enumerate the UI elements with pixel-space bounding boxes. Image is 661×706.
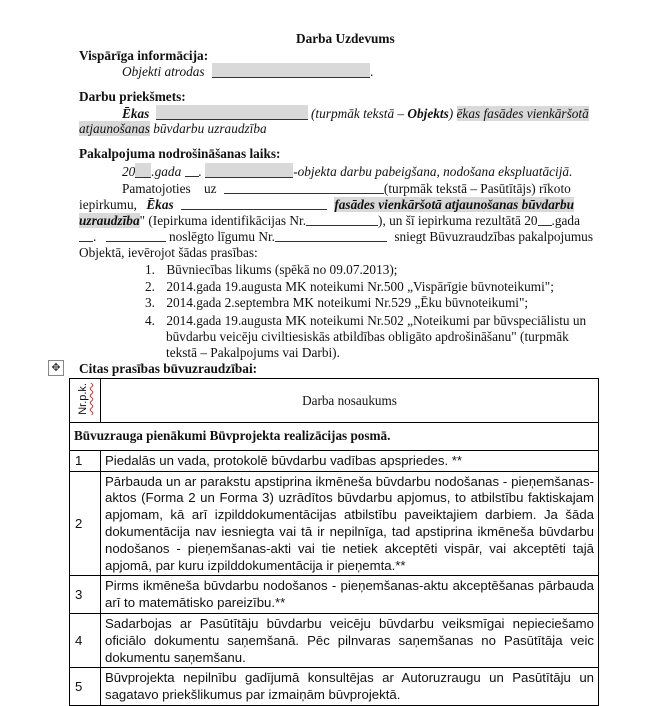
basis-contract: noslēgto līgumu Nr. — [168, 229, 275, 244]
basis-word-1: Pamatojoties — [122, 181, 191, 196]
subject-heading: Darbu priekšmets: — [79, 89, 186, 104]
subject-desc-1: ēkas fasādes vienkāršotā — [456, 106, 589, 121]
subject-objekts: Objekts — [407, 106, 449, 121]
subject-paren-pre: (turpmāk tekstā – — [311, 106, 408, 121]
objects-location-field[interactable] — [212, 63, 370, 78]
basis-service: sniegt Būvuzraudzības pakalpojumus — [394, 229, 594, 244]
subject-desc-2: atjaunošanas — [79, 121, 150, 136]
subject-ekas: Ēkas — [122, 106, 150, 121]
basis-line-1 — [122, 181, 571, 197]
row-text: Sadarbojas ar Pasūtītāju būvdarbu veicēju būvdarbu veiksmīgai nepieciešamo oficiālo dokumentu saņemšanā. Pēc pilnvaras saņemšanas no Pasūtītāja veic dokumentu saņemšanu. — [101, 613, 599, 667]
deadline-year-field[interactable] — [135, 163, 151, 178]
table-row — [70, 668, 599, 706]
client-name-field[interactable] — [224, 181, 384, 194]
deadline-month-field[interactable] — [205, 163, 293, 178]
basis-iepirkumu: iepirkumu, — [79, 197, 137, 212]
requirement-item — [145, 279, 554, 295]
requirement-item — [145, 313, 586, 329]
table-col-num — [70, 379, 101, 423]
table-header-row — [70, 379, 599, 423]
row-num: 1 — [70, 450, 101, 471]
table-row — [70, 471, 599, 576]
subject-desc-tail: būvdarbu uzraudzība — [149, 121, 267, 136]
requirement-text: 2014.gada 2.septembra MK noteikumi Nr.529 „Ēku būvnoteikumi"; — [166, 295, 529, 310]
general-heading: Vispārīga informācija: — [79, 48, 209, 63]
row-num: 3 — [70, 576, 101, 614]
basis-building-field[interactable] — [181, 197, 327, 210]
deadline-desc: -objekta darbu pabeigšana, nodošana ekspluatācijā. — [293, 164, 573, 179]
basis-line-5: Objektā, ievērojot šādas prasības: — [79, 245, 258, 260]
row-num: 4 — [70, 613, 101, 667]
requirement-text: Būvniecības likums (spēkā no 09.07.2013); — [166, 262, 398, 277]
objects-location-line: Objekti atrodas . — [122, 64, 374, 79]
table-row — [70, 613, 599, 667]
basis-word-2: uz — [204, 181, 217, 196]
row-text: Būvprojekta nepilnību gadījumā konsultējas ar Autoruzraugu un Pasūtītāju un sagatavo priekšlikumus par izmaiņām būvprojektā. — [101, 668, 599, 706]
deadline-year-prefix: 20 — [122, 164, 136, 179]
other-heading: Citas prasības būvuzraudzībai: — [79, 361, 258, 376]
requirement-num: 1. — [145, 262, 155, 277]
basis-dot: . — [93, 229, 97, 244]
procurement-id-field[interactable] — [306, 213, 378, 226]
objects-location-label: Objekti atrodas — [122, 64, 205, 79]
basis-line-2 — [79, 197, 574, 213]
requirement-text: 2014.gada 19.augusta MK noteikumi Nr.502 „Noteikumi par būvspeciālistu un — [166, 313, 587, 328]
contract-number-field[interactable] — [275, 229, 387, 242]
basis-month-field[interactable] — [106, 229, 166, 242]
requirement-item — [145, 295, 528, 311]
requirements-table — [69, 378, 599, 706]
requirement-item — [145, 262, 398, 278]
requirement-item-cont: būvdarbu veicēju civiltiesiskās atbildības obligāto apdrošināšanu" (turpmāk — [166, 329, 569, 344]
basis-gada: .gada — [551, 213, 580, 228]
row-text: Pirms ikmēneša būvdarbu nodošanos - pieņemšanas-aktu akceptēšanas pārbauda arī to matemātisko pareizību.** — [101, 576, 599, 614]
table-row — [70, 450, 599, 471]
table-row — [70, 576, 599, 614]
deadline-dot: . — [198, 164, 202, 179]
basis-word-3: (turpmāk tekstā – Pasūtītājs) rīkoto — [383, 181, 571, 196]
requirement-num: 3. — [145, 295, 155, 310]
subject-line-1 — [122, 105, 589, 122]
col-num-label: Nr.p.k. — [77, 382, 89, 415]
basis-desc: fasādes vienkāršotā atjaunošanas būvdarbu — [334, 197, 575, 212]
requirement-num: 4. — [145, 313, 155, 328]
row-text: Pārbauda un ar parakstu apstiprina ikmēneša būvdarbu nodošanas - pieņemšanas-aktos (Forma 2 un Forma 3) uzrādītos būvdarbu apjomus, to atbilstību faktiskajam apjomam, kā arī izpilddokumentācijas atbilstību paveiktajiem darbiem. Ja šāda dokumentācija nav iesniegta vai tā ir nepilnīga, tad apstiprina ikmēneša būvdarbu nodošanos - pieņemšanas-akti vai tie netiek akceptēti vispār, vai akceptēti tajā apjomā, par kuru izpilddokumentācija ir pieņemta.** — [101, 471, 599, 576]
table-section-row — [70, 423, 599, 451]
table-move-handle-icon[interactable]: ✥ — [48, 360, 64, 376]
deadline-day-field[interactable] — [185, 164, 199, 177]
table-section-title: Būvuzrauga pienākumi Būvprojekta realizācijas posmā. — [70, 423, 599, 451]
basis-ekas: Ēkas — [146, 197, 174, 212]
basis-result: ), un šī iepirkuma rezultātā 20 — [378, 213, 538, 228]
subject-building-field[interactable] — [156, 105, 308, 120]
deadline-gada: .gada — [151, 164, 182, 179]
basis-ident: " (Iepirkuma identifikācijas Nr. — [139, 213, 307, 228]
subject-line-2 — [79, 121, 267, 137]
table-col-name: Darba nosaukums — [101, 379, 599, 423]
basis-year-field[interactable] — [538, 213, 552, 226]
basis-line-4 — [79, 229, 593, 245]
deadline-heading: Pakalpojuma nodrošināšanas laiks: — [79, 146, 281, 161]
row-num: 5 — [70, 668, 101, 706]
requirement-num: 2. — [145, 279, 155, 294]
row-num: 2 — [70, 471, 101, 576]
basis-line-3 — [79, 213, 580, 229]
basis-day-field[interactable] — [79, 229, 93, 242]
deadline-line-1 — [122, 163, 572, 180]
document-title: Darba Uzdevums — [296, 31, 395, 46]
basis-uzraudziba: uzraudzība — [79, 213, 140, 228]
subject-paren-post: ) — [448, 106, 454, 121]
requirement-item-cont: tekstā – Pakalpojums vai Darbi). — [166, 345, 340, 360]
row-text: Piedalās un vada, protokolē būvdarbu vadības apspriedes. ** — [101, 450, 599, 471]
requirement-text: 2014.gada 19.augusta MK noteikumi Nr.500 „Vispārīgie būvnoteikumi"; — [166, 279, 554, 294]
